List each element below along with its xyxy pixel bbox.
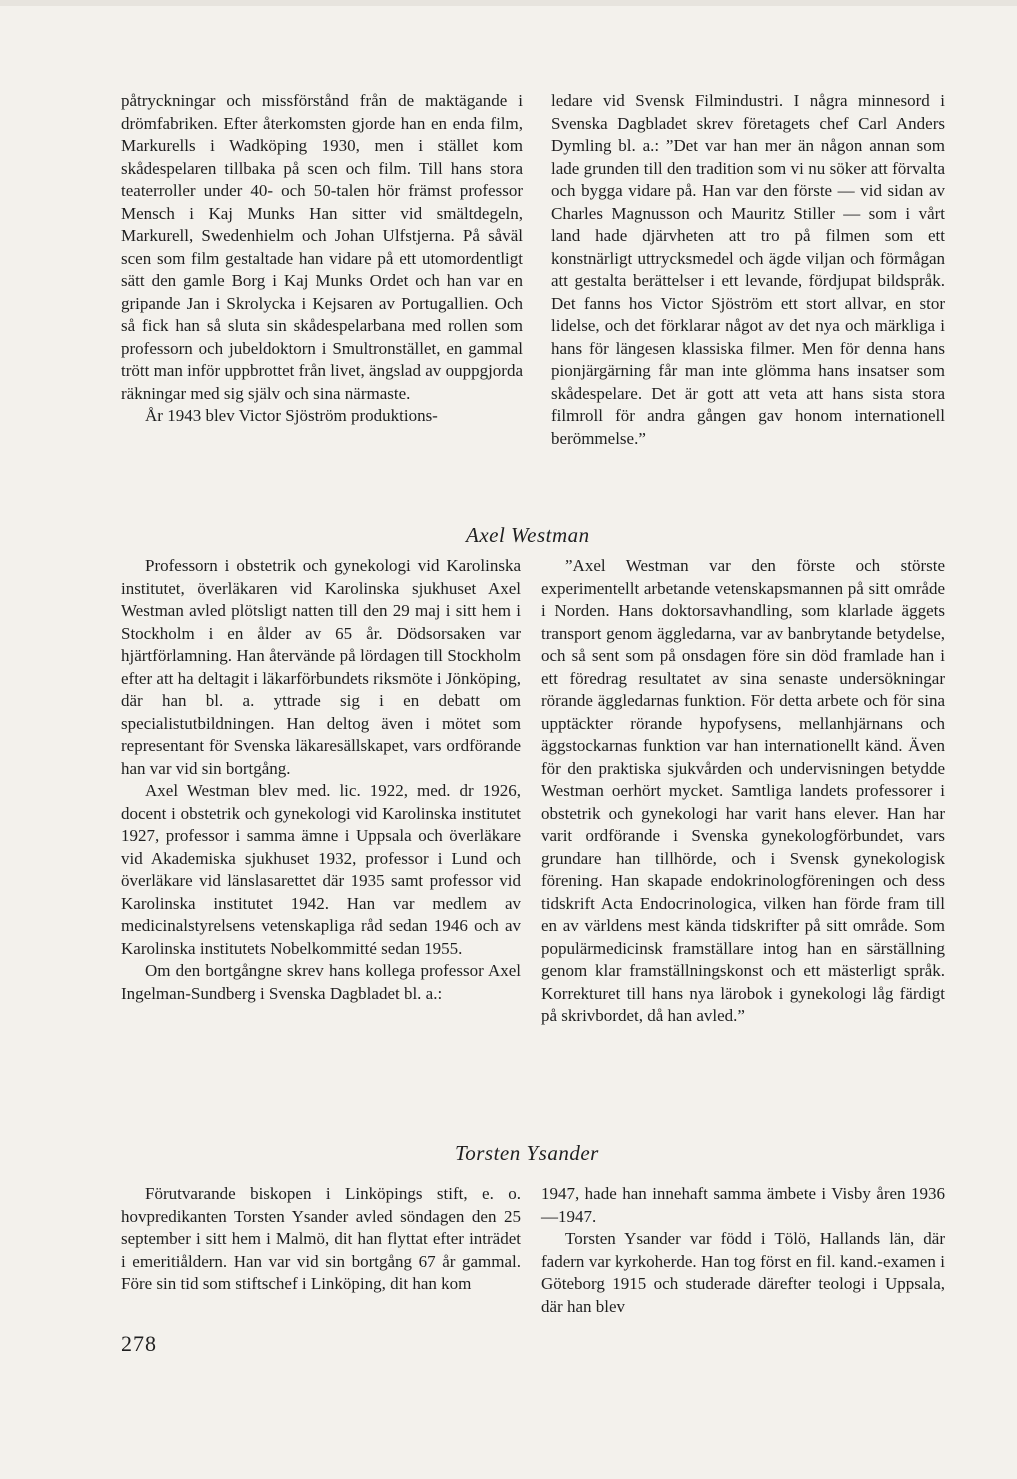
westman-right-column: [541, 555, 945, 1028]
paragraph: ledare vid Svensk Filmindustri. I några minnesord i Svenska Dagbladet skrev företagets chef Carl Anders Dymling bl. a.: ”Det var han mer än någon annan som lade grunden till den tradition som vi nu söker att förvalta och bygga vidare på. Han var den förste — vid sidan av Charles Magnusson och Mauritz Stiller — som i vårt land hade djärvheten att tro på filmen som ett konstnärligt uttrycksmedel och ägde viljan och förmågan att gestalta berättelser i ett levande, fördjupat bildspråk. Det fanns hos Victor Sjöström ett stort allvar, en stor lidelse, och det förklarar något av det nya och märkliga i hans för längesen klassiska filmer. Men för denna hans pionjärgärning får man inte glömma hans insatser som skådespelare. Det är gott att veta att hans sista stora filmroll för andra gången gav honom internationell berömmelse.”: [551, 91, 945, 448]
sjostrom-left-column: [121, 90, 523, 428]
sjostrom-right-column: [551, 90, 945, 450]
ysander-left-column: [121, 1183, 521, 1296]
ysander-right-column: [541, 1183, 945, 1318]
page-number: 278: [121, 1331, 157, 1356]
ysander-heading: Torsten Ysander: [455, 1141, 599, 1165]
paragraph: Professorn i obstetrik och gynekologi vid Karolinska institutet, överläkaren vid Karolinska sjukhuset Axel Westman avled plötsligt natten till den 29 maj i sitt hem i Stockholm i en ålder av 65 år. Dödsorsaken var hjärtförlamning. Han återvände på lördagen till Stockholm efter att ha deltagit i läkarförbundets riksmöte i Jönköping, där han bl. a. yttrade sig i en debatt om specialistutbildningen. Han deltog även i mötet som representant för Svenska läkaresällskapet, vars ordförande han var vid sin bortgång.: [121, 556, 521, 778]
paragraph: Om den bortgångne skrev hans kollega professor Axel Ingelman-Sundberg i Svenska Dagbladet bl. a.:: [121, 961, 521, 1003]
paragraph: påtryckningar och missförstånd från de maktägande i drömfabriken. Efter återkomsten gjorde han en enda film, Markurells i Wadköping 1930, men i stället kom skådespelaren tillbaka på scen och film. Till hans stora teaterroller under 40- och 50-talen hör främst professor Mensch i Kaj Munks Han sitter vid smältdegeln, Markurell, Swedenhielm och Johan Ulfstjerna. På såväl scen som film gestaltade han vidare på ett utomordentligt sätt den gamle Borg i Kaj Munks Ordet och han var en gripande Jan i Skrolycka i Kejsaren av Portugallien. Och så fick han så sluta sin skådespelarbana med rollen som professorn och jubeldoktorn i Smultronstället, en gammal trött man inför uppbrottet från livet, ängslad av ouppgjorda räkningar med sig själv och sina närmaste.: [121, 91, 523, 403]
paragraph: 1947, hade han innehaft samma ämbete i Visby åren 1936—1947.: [541, 1184, 945, 1226]
paragraph: Torsten Ysander var född i Tölö, Hallands län, där fadern var kyrkoherde. Han tog först en fil. kand.-examen i Göteborg 1915 och studerade därefter teologi i Uppsala, där han blev: [541, 1229, 945, 1316]
page-top-edge: [0, 0, 1017, 6]
westman-left-column: [121, 555, 521, 1005]
westman-heading: Axel Westman: [466, 523, 590, 547]
paragraph: År 1943 blev Victor Sjöström produktions-: [145, 406, 438, 425]
paragraph: Förutvarande biskopen i Linköpings stift, e. o. hovpredikanten Torsten Ysander avled söndagen den 25 september i sitt hem i Malmö, dit han flyttat efter inträdet i emeritiåldern. Han var vid sin bortgång 67 år gammal. Före sin tid som stiftschef i Linköping, dit han kom: [121, 1184, 521, 1293]
paragraph: ”Axel Westman var den förste och störste experimentellt arbetande vetenskapsmannen på sitt område i Norden. Hans doktorsavhandling, som klarlade äggets transport genom äggledarna, var av banbrytande betydelse, och så sent som på onsdagen före sin död framlade han i ett föredrag resultatet av sina senaste undersökningar rörande äggledarnas funktion. För detta arbete och för sina upptäckter rörande hypofysens, mellanhjärnans och äggstockarnas funktion var han internationellt känd. Även för den praktiska sjukvården och undervisningen betydde Westman oerhört mycket. Samtliga landets professorer i obstetrik och gynekologi har varit hans elever. Han har varit ordförande i Svenska gynekologförbundet, vars grundare han tillhörde, och i Svensk gynekologisk förening. Han skapade endokrinologföreningen och dess tidskrift Acta Endocrinologica, vilken han förde fram till en av världens mest kända tidskrifter på sitt område. Som populärmedicinsk framställare intog han en särställning genom klar framställningskonst och ett mästerligt språk. Korrekturet till hans nya lärobok i gynekologi låg färdigt på skrivbordet, då han avled.”: [541, 556, 945, 1025]
paragraph: Axel Westman blev med. lic. 1922, med. dr 1926, docent i obstetrik och gynekologi vid Karolinska institutet 1927, professor i samma ämne i Uppsala och överläkare vid Akademiska sjukhuset 1932, professor i Lund och överläkare vid länslasarettet där 1935 samt professor vid Karolinska institutet 1942. Han var medlem av medicinalstyrelsens vetenskapliga råd sedan 1946 och av Karolinska institutets Nobelkommitté sedan 1955.: [121, 781, 521, 958]
